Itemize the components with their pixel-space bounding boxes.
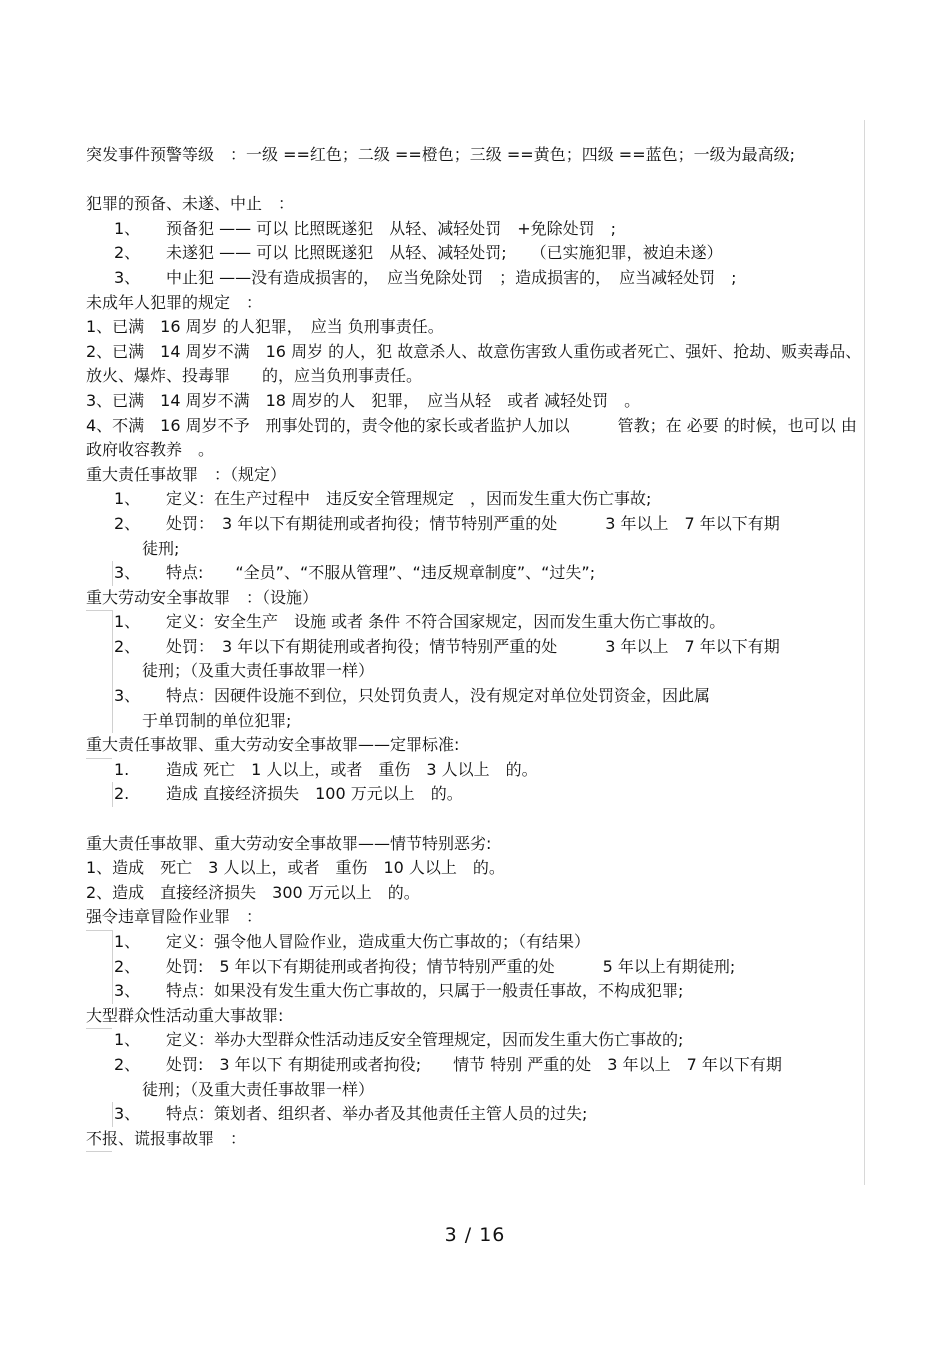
list-item-number: 3、 xyxy=(114,267,141,287)
list-item-text: 中止犯 ——没有造成损害的， 应当免除处罚 ；造成损害的， 应当减轻处罚 ; xyxy=(166,267,737,287)
section-heading: 犯罪的预备、未遂、中止 ： xyxy=(86,194,295,214)
list-item-number: 3、 xyxy=(114,563,141,583)
list-item-text: 特点: “全员”、“不服从管理”、“违反规章制度”、“过失”; xyxy=(166,563,596,583)
blank-line xyxy=(86,807,862,832)
list-item-text: 造成 死亡 1 人以上，或者 重伤 3 人以上 的。 xyxy=(166,759,538,779)
paragraph-line: 2、已满 14 周岁不满 16 周岁 的人，犯 故意杀人、故意伤害致人重伤或者死亡、强奸、抢劫、贩卖毒品、放火、爆炸、投毒罪 的，应当负刑事责任。 xyxy=(86,341,862,386)
paragraph-line: 1、已满 16 周岁 的人犯罪， 应当 负刑事责任。 xyxy=(86,317,444,337)
list-item xyxy=(86,241,862,266)
list-item xyxy=(86,266,862,291)
list-item xyxy=(86,487,862,512)
list-item-continuation: 徒刑；（及重大责任事故罪一样） xyxy=(142,661,375,681)
list-item-text: 特点：策划者、组织者、举办者及其他责任主管人员的过失; xyxy=(166,1104,588,1124)
list-item-number: 2、 xyxy=(114,243,141,263)
list-item xyxy=(86,930,862,955)
list-item-number: 1、 xyxy=(114,489,141,509)
list-item xyxy=(86,635,862,684)
list-item xyxy=(86,1102,862,1127)
list-item-number: 3、 xyxy=(114,1104,141,1124)
section-heading: 强令违章冒险作业罪 ： xyxy=(86,905,862,930)
list-item-text: 处罚： 3 年以下有期徒刑或者拘役；情节特别严重的处 3 年以上 7 年以下有期 xyxy=(166,636,780,656)
list-item xyxy=(86,955,862,980)
list-item-number: 1、 xyxy=(114,612,141,632)
list-item xyxy=(86,512,862,561)
list-item-text: 处罚： 3 年以下有期徒刑或者拘役；情节特别严重的处 3 年以上 7 年以下有期 xyxy=(166,513,780,533)
list-item xyxy=(86,1053,862,1102)
list-item-text: 特点：如果没有发生重大伤亡事故的，只属于一般责任事故，不构成犯罪; xyxy=(166,981,684,1001)
list-item xyxy=(86,758,862,783)
section-heading: 不报、谎报事故罪 ： xyxy=(86,1127,862,1152)
section-heading: 大型群众性活动重大事故罪: xyxy=(86,1004,862,1029)
list-item-number: 1、 xyxy=(114,218,141,238)
paragraph-line: 4、不满 16 周岁不予 刑事处罚的，责令他的家长或者监护人加以 管教；在 必要 的时候，也可以 由政府收容教养 。 xyxy=(86,415,857,460)
list-item xyxy=(86,217,862,242)
list-item-number: 2. xyxy=(114,784,130,804)
list-item-number: 2、 xyxy=(114,956,141,976)
list-item xyxy=(86,561,862,586)
list-item-continuation: 徒刑；（及重大责任事故罪一样） xyxy=(142,1079,375,1099)
section-heading: 重大责任事故罪、重大劳动安全事故罪——定罪标准: xyxy=(86,733,862,758)
list-item-text: 预备犯 —— 可以 比照既遂犯 从轻、减轻处罚 +免除处罚 ; xyxy=(166,218,617,238)
section-heading: 重大责任事故罪、重大劳动安全事故罪——情节特别恶劣: xyxy=(86,833,492,853)
list-item-number: 2、 xyxy=(114,636,141,656)
page-number: 3 / 16 xyxy=(444,1224,506,1246)
list-item xyxy=(86,1028,862,1053)
document-body xyxy=(86,143,862,1151)
blank-line xyxy=(86,168,862,193)
list-item xyxy=(86,610,862,635)
section-heading: 重大劳动安全事故罪 ：（设施） xyxy=(86,586,862,611)
list-item xyxy=(86,979,862,1004)
page-frame-line xyxy=(864,120,865,1185)
list-item-text: 未遂犯 —— 可以 比照既遂犯 从轻、减轻处罚; （已实施犯罪，被迫未遂） xyxy=(166,243,723,263)
list-item xyxy=(86,684,862,733)
list-item-continuation: 徒刑; xyxy=(142,538,180,558)
list-item-text: 特点：因硬件设施不到位，只处罚负责人，没有规定对单位处罚资金，因此属 xyxy=(166,686,711,706)
list-item-text: 处罚: 5 年以下有期徒刑或者拘役；情节特别严重的处 5 年以上有期徒刑; xyxy=(166,956,736,976)
list-item-text: 定义：在生产过程中 违反安全管理规定 ，因而发生重大伤亡事故; xyxy=(166,489,652,509)
list-item-number: 1、 xyxy=(114,932,141,951)
list-item-text: 处罚: 3 年以下 有期徒刑或者拘役; 情节 特别 严重的处 3 年以上 7 年以下有期 xyxy=(166,1054,782,1074)
paragraph-line: 3、已满 14 周岁不满 18 周岁的人 犯罪， 应当从轻 或者 减轻处罚 。 xyxy=(86,390,641,410)
list-item-text: 造成 直接经济损失 100 万元以上 的。 xyxy=(166,784,463,804)
list-item-number: 1. xyxy=(114,759,130,779)
paragraph-line: 突发事件预警等级 ：一级 ==红色；二级 ==橙色；三级 ==黄色；四级 ==蓝色；一级为最高级; xyxy=(86,145,795,164)
list-item-number: 2、 xyxy=(114,1054,141,1074)
section-heading: 未成年人犯罪的规定 ： xyxy=(86,292,263,312)
list-item-text: 定义：举办大型群众性活动违反安全管理规定，因而发生重大伤亡事故的; xyxy=(166,1030,684,1050)
paragraph-line: 2、造成 直接经济损失 300 万元以上 的。 xyxy=(86,882,420,902)
list-item-continuation: 于单罚制的单位犯罪; xyxy=(142,710,292,730)
list-item-number: 1、 xyxy=(114,1030,141,1050)
section-heading: 重大责任事故罪 ：（规定） xyxy=(86,464,287,484)
list-item xyxy=(86,782,862,807)
list-item-number: 3、 xyxy=(114,981,141,1001)
list-item-number: 2、 xyxy=(114,513,141,533)
list-item-number: 3、 xyxy=(114,686,141,706)
list-item-text: 定义：强令他人冒险作业，造成重大伤亡事故的；（有结果） xyxy=(166,932,591,951)
list-item-text: 定义：安全生产 设施 或者 条件 不符合国家规定，因而发生重大伤亡事故的。 xyxy=(166,612,726,632)
paragraph-line: 1、造成 死亡 3 人以上，或者 重伤 10 人以上 的。 xyxy=(86,858,505,878)
